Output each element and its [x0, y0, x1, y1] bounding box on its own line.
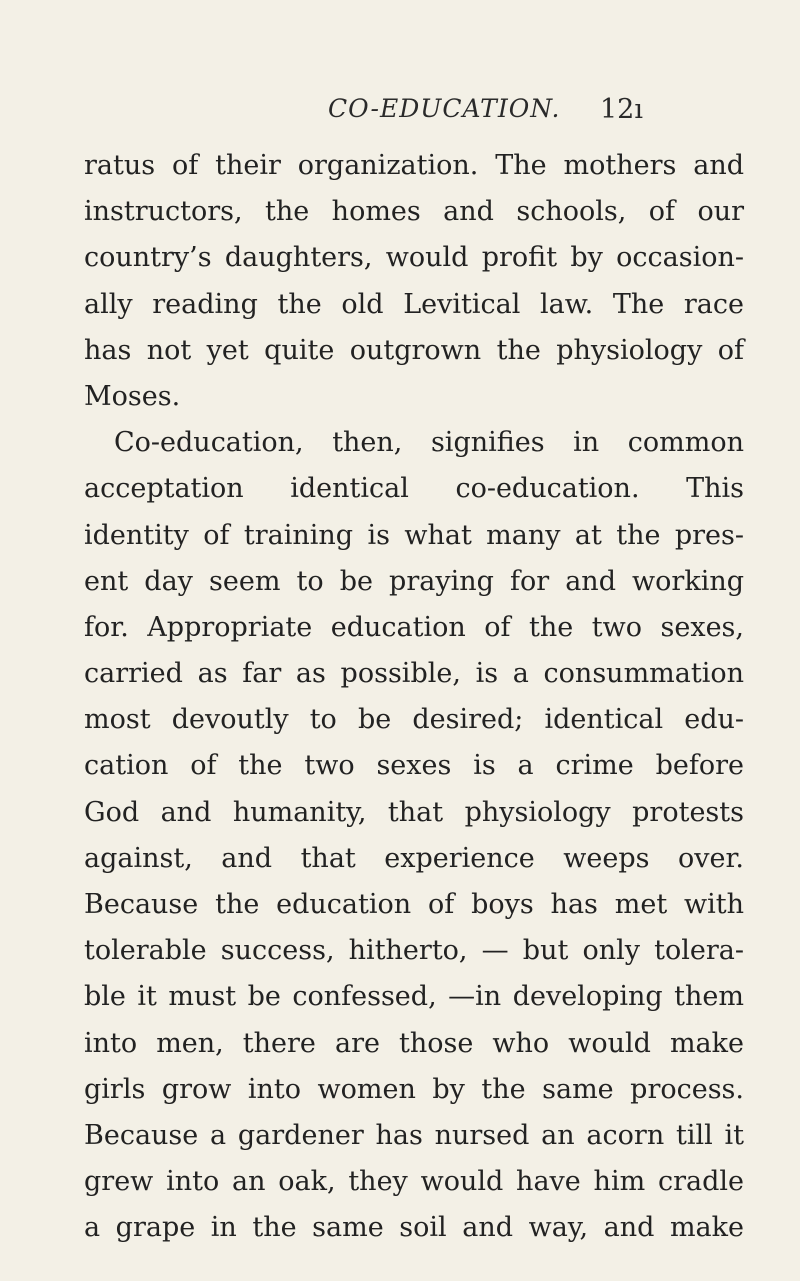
text-line: ble it must be confessed, —in developing them [84, 981, 744, 1013]
text-line: for. Appropriate education of the two sexes, [84, 611, 744, 643]
text-line: into men, there are those who would make [84, 1027, 744, 1059]
text-line: ally reading the old Levitical law. The race [84, 288, 744, 320]
text-line: against, and that experience weeps over. [84, 842, 744, 874]
text-line: identity of training is what many at the pres- [84, 519, 744, 551]
body-text [84, 143, 744, 1252]
text-line: a grape in the same soil and way, and make [84, 1212, 744, 1244]
text-line: Co-education, then, signifies in common [114, 427, 744, 459]
text-line: ent day seem to be praying for and working [84, 565, 744, 597]
text-line: girls grow into women by the same process. [84, 1073, 744, 1105]
text-line: ratus of their organization. The mothers and [84, 150, 744, 181]
text-line: has not yet quite outgrown the physiology of [84, 334, 744, 366]
text-line: acceptation identical co-education. This [84, 473, 744, 505]
text-line: Because a gardener has nursed an acorn till it [84, 1119, 744, 1151]
text-line: most devoutly to be desired; identical edu- [84, 704, 744, 736]
text-line: tolerable success, hitherto, — but only tolera- [84, 935, 744, 967]
text-line: carried as far as possible, is a consummation [84, 658, 744, 690]
page-number: 12ı [600, 94, 643, 125]
text-line: cation of the two sexes is a crime before [84, 750, 744, 782]
text-line: Because the education of boys has met with [84, 889, 744, 920]
running-head: CO-EDUCATION. [328, 94, 561, 123]
text-line: instructors, the homes and schools, of our [84, 196, 744, 228]
text-line: country’s daughters, would profit by occasion- [84, 242, 744, 274]
text-line: God and humanity, that physiology protests [84, 796, 744, 828]
page-header [0, 94, 800, 134]
text-line: Moses. [84, 380, 181, 412]
text-line: grew into an oak, they would have him cradle [84, 1166, 744, 1198]
